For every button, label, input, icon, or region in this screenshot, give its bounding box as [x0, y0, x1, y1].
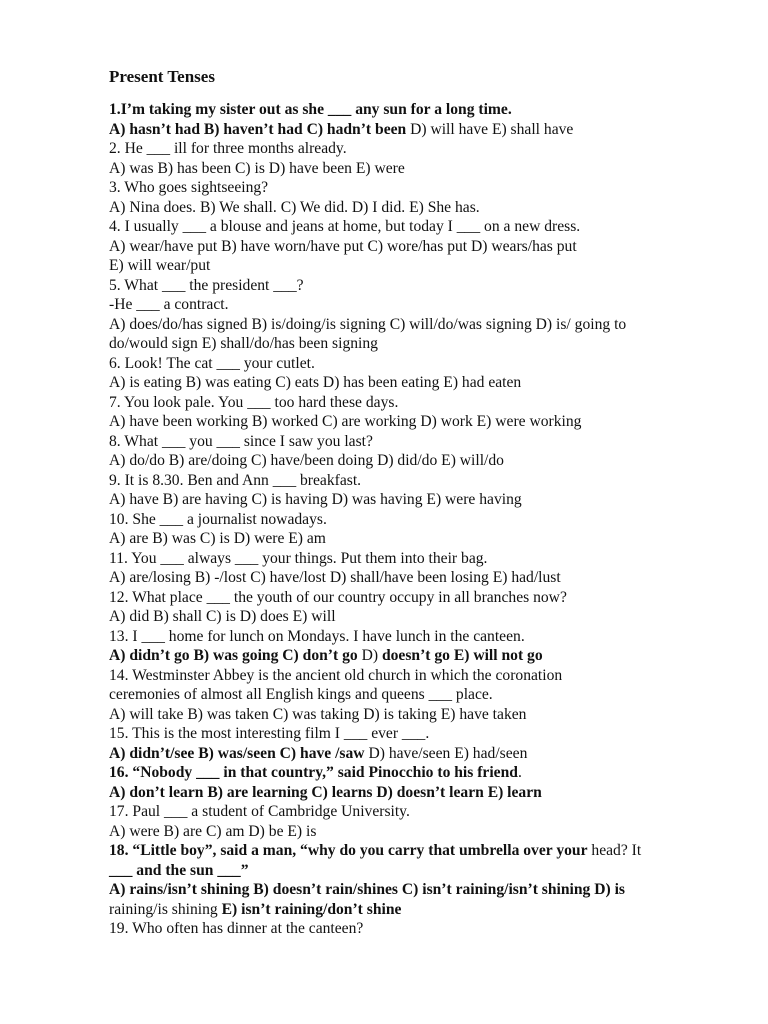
- text-line: [109, 451, 728, 471]
- text-line: [109, 607, 728, 627]
- question-list: [109, 100, 728, 939]
- text-line: [109, 568, 728, 588]
- text-line: [109, 841, 728, 861]
- text-run: A) have been working B) worked C) are working D) work E) were working: [109, 413, 582, 430]
- text-run: A) does/do/has signed B) is/doing/is signing C) will/do/was signing D) is/ going to: [109, 315, 627, 333]
- text-line: [109, 490, 728, 510]
- text-run: head? It: [587, 842, 642, 859]
- text-line: [109, 744, 728, 764]
- text-line: [109, 900, 728, 920]
- text-run: 2. He ___ ill for three months already.: [109, 140, 347, 157]
- text-run: A) were B) are C) am D) be E) is: [109, 822, 317, 840]
- text-run: 6. Look! The cat ___ your cutlet.: [109, 354, 315, 372]
- text-run: E) isn’t raining/don’t shine: [221, 900, 402, 918]
- text-line: [109, 783, 728, 803]
- text-run: A) have B) are having C) is having D) was having E) were having: [109, 491, 522, 508]
- text-run: D) have/seen E) had/seen: [364, 744, 528, 762]
- text-run: ___ and the sun ___”: [109, 861, 249, 879]
- text-run: 15. This is the most interesting film I ___ ever ___.: [109, 725, 430, 742]
- text-line: [109, 432, 728, 452]
- text-run: A) don’t learn B) are learning C) learns D) doesn’t learn E) learn: [109, 783, 542, 801]
- text-run: A) will take B) was taken C) was taking D) is taking E) have taken: [109, 705, 527, 723]
- text-line: [109, 529, 728, 549]
- text-line: [109, 393, 728, 413]
- text-run: A) didn’t/see B) was/seen C) have /saw: [109, 744, 365, 762]
- text-run: A) are/losing B) -/lost C) have/lost D) shall/have been losing E) had/lust: [109, 569, 561, 586]
- text-run: 12. What place ___ the youth of our country occupy in all branches now?: [109, 588, 567, 606]
- text-run: A) rains/isn’t shining B) doesn’t rain/shines C) isn’t raining/isn’t shining D) is: [109, 881, 626, 898]
- text-run: 19. Who often has dinner at the canteen?: [109, 920, 364, 937]
- text-line: [109, 373, 728, 393]
- text-line: [109, 666, 728, 686]
- text-run: 4. I usually ___ a blouse and jeans at home, but today I ___ on a new dress.: [109, 218, 581, 235]
- text-run: A) hasn’t had B) haven’t had C) hadn’t been: [109, 120, 407, 138]
- text-run: 1.I’m taking my sister out as she ___ any sun for a long time.: [109, 101, 512, 118]
- text-run: A) is eating B) was eating C) eats D) has been eating E) had eaten: [109, 374, 522, 391]
- text-run: A) didn’t go B) was going C) don’t go: [109, 647, 358, 664]
- text-line: [109, 295, 728, 315]
- text-line: [109, 217, 728, 237]
- page-title: Present Tenses: [109, 67, 215, 86]
- text-run: 17. Paul ___ a student of Cambridge University.: [109, 803, 410, 820]
- text-line: [109, 178, 728, 198]
- text-run: A) did B) shall C) is D) does E) will: [109, 608, 336, 625]
- text-run: ceremonies of almost all English kings and queens ___ place.: [109, 686, 493, 703]
- text-run: D) will have E) shall have: [406, 120, 574, 138]
- text-run: 7. You look pale. You ___ too hard these days.: [109, 393, 399, 411]
- text-line: [109, 822, 728, 842]
- text-line: [109, 120, 728, 140]
- text-run: 11. You ___ always ___ your things. Put them into their bag.: [109, 549, 488, 567]
- text-line: [109, 334, 728, 354]
- text-line: [109, 237, 728, 257]
- text-run: E) will wear/put: [109, 257, 211, 274]
- text-line: [109, 763, 728, 783]
- text-run: 16. “Nobody ___ in that country,” said Pinocchio to his friend: [109, 764, 518, 781]
- text-line: [109, 139, 728, 159]
- text-line: [109, 549, 728, 569]
- text-line: [109, 802, 728, 822]
- text-run: 3. Who goes sightseeing?: [109, 179, 269, 196]
- text-run: A) wear/have put B) have worn/have put C) wore/has put D) wears/has put: [109, 237, 577, 255]
- text-run: D): [357, 647, 382, 664]
- text-line: [109, 880, 728, 900]
- text-run: 8. What ___ you ___ since I saw you last?: [109, 432, 373, 450]
- text-line: [109, 412, 728, 432]
- text-line: [109, 705, 728, 725]
- text-run: 14. Westminster Abbey is the ancient old church in which the coronation: [109, 666, 563, 684]
- text-run: A) are B) was C) is D) were E) am: [109, 530, 326, 547]
- text-line: [109, 510, 728, 530]
- text-run: 13. I ___ home for lunch on Mondays. I have lunch in the canteen.: [109, 627, 525, 645]
- text-line: [109, 315, 728, 335]
- text-run: doesn’t go E) will not go: [381, 647, 543, 664]
- text-line: [109, 198, 728, 218]
- text-line: [109, 256, 728, 276]
- text-run: A) do/do B) are/doing C) have/been doing D) did/do E) will/do: [109, 452, 504, 469]
- text-run: -He ___ a contract.: [109, 296, 229, 313]
- text-run: do/would sign E) shall/do/has been signing: [109, 335, 378, 352]
- text-run: A) was B) has been C) is D) have been E) were: [109, 159, 405, 177]
- text-run: raining/is shining: [109, 900, 222, 918]
- text-line: [109, 724, 728, 744]
- text-run: 18. “Little boy”, said a man, “why do you carry that umbrella over your: [109, 842, 588, 859]
- text-line: [109, 354, 728, 374]
- text-run: 10. She ___ a journalist nowadays.: [109, 510, 327, 528]
- text-line: [109, 919, 728, 939]
- text-run: 5. What ___ the president ___?: [109, 276, 304, 294]
- text-line: [109, 159, 728, 179]
- text-line: [109, 588, 728, 608]
- text-line: [109, 276, 728, 296]
- text-run: 9. It is 8.30. Ben and Ann ___ breakfast.: [109, 471, 362, 489]
- text-line: [109, 100, 728, 120]
- text-line: [109, 471, 728, 491]
- text-line: [109, 861, 728, 881]
- text-line: [109, 627, 728, 647]
- text-line: [109, 646, 728, 666]
- text-run: .: [517, 764, 522, 781]
- text-run: A) Nina does. B) We shall. C) We did. D) I did. E) She has.: [109, 198, 480, 216]
- text-line: [109, 685, 728, 705]
